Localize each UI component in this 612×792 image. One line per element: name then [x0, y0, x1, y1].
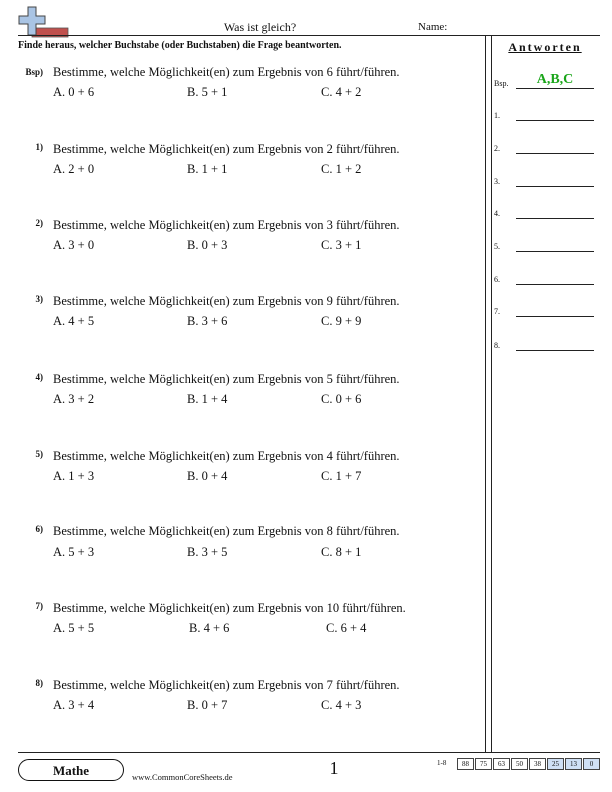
answer-number: 2.: [494, 144, 500, 153]
question-number: 6): [35, 524, 43, 534]
option-a: A. 5 + 5: [53, 621, 95, 635]
option-b: B. 3 + 6: [187, 314, 228, 328]
plus-logo-icon: [18, 6, 70, 38]
answer-row-5[interactable]: [494, 238, 598, 252]
option-a: A. 3 + 0: [53, 238, 95, 252]
answers-title: Antworten: [508, 40, 582, 54]
answer-number: 4.: [494, 209, 500, 218]
question-text: Bestimme, welche Möglichkeit(en) zum Ergebnis von 4 führt/führen.: [53, 449, 400, 463]
answer-line[interactable]: [516, 218, 594, 219]
question-number: 7): [35, 601, 43, 611]
answer-line[interactable]: [516, 284, 594, 285]
answer-row-6[interactable]: [494, 271, 598, 285]
answer-row-1[interactable]: [494, 107, 598, 121]
score-cell: 50: [511, 758, 528, 770]
answer-row-4[interactable]: [494, 205, 598, 219]
answer-line[interactable]: [516, 316, 594, 317]
option-b: B. 0 + 4: [187, 469, 228, 483]
option-c: C. 9 + 9: [321, 314, 362, 328]
question-text: Bestimme, welche Möglichkeit(en) zum Ergebnis von 5 führt/führen.: [53, 372, 400, 386]
option-b: B. 1 + 1: [187, 162, 228, 176]
question-number: 4): [35, 372, 43, 382]
option-c: C. 0 + 6: [321, 392, 362, 406]
footer-rule: [18, 752, 600, 753]
score-cell: 25: [547, 758, 564, 770]
page-number: 1: [329, 758, 339, 778]
option-a: A. 3 + 2: [53, 392, 95, 406]
answer-line[interactable]: [516, 153, 594, 154]
answer-number: Bsp.: [494, 79, 509, 88]
answer-line[interactable]: [516, 251, 594, 252]
header-rule: [18, 35, 600, 36]
question-number: 1): [35, 142, 43, 152]
score-cell: 38: [529, 758, 546, 770]
score-cell: 63: [493, 758, 510, 770]
answer-value: A,B,C: [536, 72, 574, 87]
option-c: C. 3 + 1: [321, 238, 362, 252]
question-text: Bestimme, welche Möglichkeit(en) zum Ergebnis von 10 führt/führen.: [53, 601, 406, 615]
score-cell: 13: [565, 758, 582, 770]
option-c: C. 1 + 7: [321, 469, 362, 483]
instructions: Finde heraus, welcher Buchstabe (oder Buchstaben) die Frage beantworten.: [18, 40, 342, 51]
option-a: A. 3 + 4: [53, 698, 95, 712]
answer-line[interactable]: [516, 350, 594, 351]
site-url: www.CommonCoreSheets.de: [132, 772, 233, 782]
option-b: B. 3 + 5: [187, 545, 228, 559]
answer-number: 8.: [494, 341, 500, 350]
answer-row-7[interactable]: [494, 303, 598, 317]
question-number: 2): [35, 218, 43, 228]
question-text: Bestimme, welche Möglichkeit(en) zum Ergebnis von 9 führt/führen.: [53, 294, 400, 308]
question-text: Bestimme, welche Möglichkeit(en) zum Ergebnis von 7 führt/führen.: [53, 678, 400, 692]
option-c: C. 1 + 2: [321, 162, 362, 176]
option-c: C. 4 + 3: [321, 698, 362, 712]
answer-line: [516, 88, 594, 89]
question-text: Bestimme, welche Möglichkeit(en) zum Ergebnis von 2 führt/führen.: [53, 142, 400, 156]
answer-number: 1.: [494, 111, 500, 120]
option-b: B. 1 + 4: [187, 392, 228, 406]
answer-number: 5.: [494, 242, 500, 251]
option-a: A. 1 + 3: [53, 469, 95, 483]
answer-row-2[interactable]: [494, 140, 598, 154]
subject-badge: Mathe: [18, 759, 124, 781]
answer-line[interactable]: [516, 120, 594, 121]
option-a: A. 5 + 3: [53, 545, 95, 559]
answer-line[interactable]: [516, 186, 594, 187]
question-number: 3): [35, 294, 43, 304]
name-label: Name:: [418, 21, 448, 33]
option-c: C. 4 + 2: [321, 85, 362, 99]
question-text: Bestimme, welche Möglichkeit(en) zum Ergebnis von 6 führt/führen.: [53, 65, 400, 79]
question-number: 5): [35, 449, 43, 459]
answer-row-example: [494, 72, 598, 89]
option-a: A. 2 + 0: [53, 162, 95, 176]
question-text: Bestimme, welche Möglichkeit(en) zum Ergebnis von 3 führt/führen.: [53, 218, 400, 232]
answer-number: 3.: [494, 177, 500, 186]
option-a: A. 0 + 6: [53, 85, 95, 99]
score-table: [457, 758, 601, 770]
answer-column-divider: [485, 36, 492, 752]
option-b: B. 5 + 1: [187, 85, 228, 99]
question-text: Bestimme, welche Möglichkeit(en) zum Ergebnis von 8 führt/führen.: [53, 524, 400, 538]
question-number: 8): [35, 678, 43, 688]
worksheet-title: Was ist gleich?: [223, 20, 297, 34]
score-cell: 75: [475, 758, 492, 770]
option-c: C. 8 + 1: [321, 545, 362, 559]
answer-row-3[interactable]: [494, 173, 598, 187]
score-range-label: 1-8: [437, 759, 447, 767]
answer-number: 7.: [494, 307, 500, 316]
question-number: Bsp): [25, 67, 43, 77]
option-a: A. 4 + 5: [53, 314, 95, 328]
score-cell: 88: [457, 758, 474, 770]
option-b: B. 4 + 6: [189, 621, 230, 635]
score-cell: 0: [583, 758, 600, 770]
answer-number: 6.: [494, 275, 500, 284]
option-c: C. 6 + 4: [326, 621, 367, 635]
answer-row-8[interactable]: [494, 337, 598, 351]
option-b: B. 0 + 7: [187, 698, 228, 712]
option-b: B. 0 + 3: [187, 238, 228, 252]
